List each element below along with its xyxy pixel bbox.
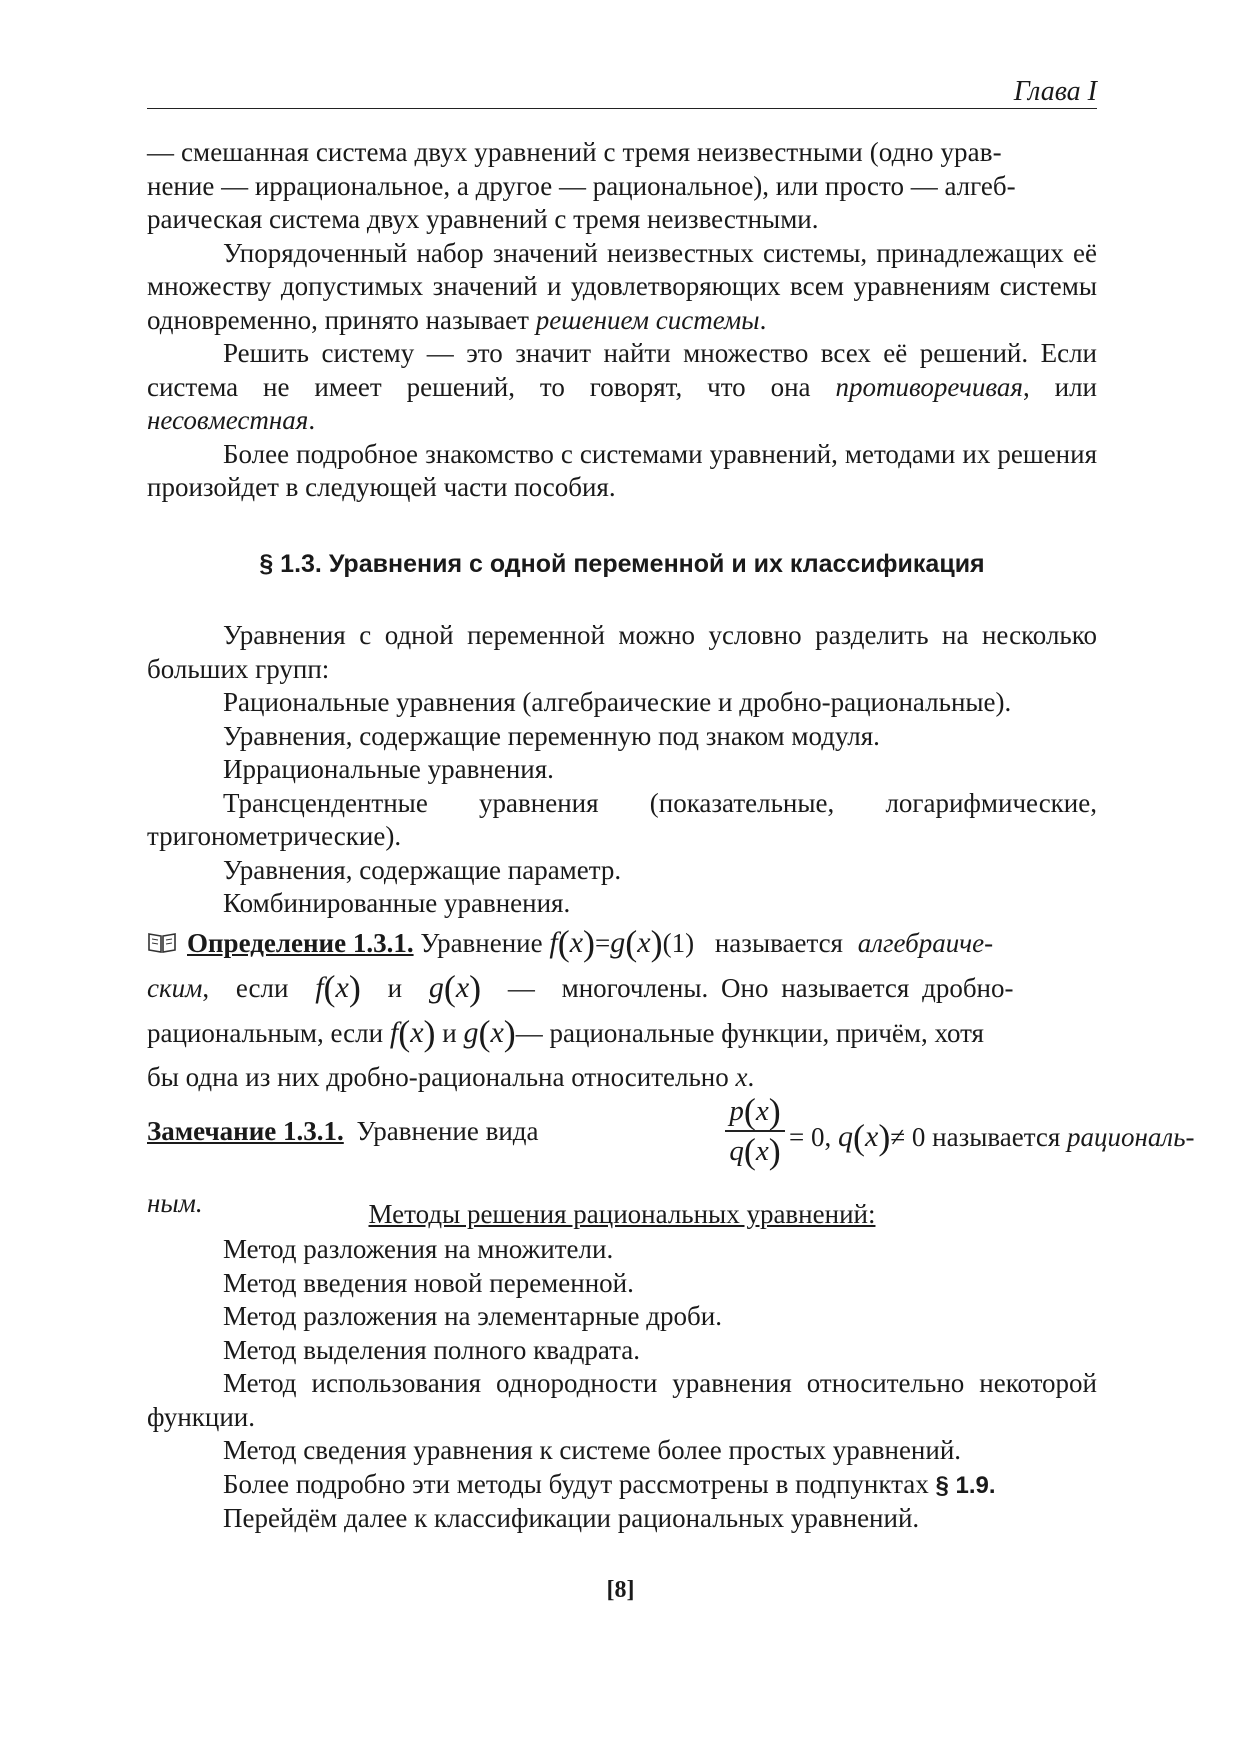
definition-line-1: Определение 1.3.1. Уравнение f(x)=g(x)(1) называется алгебраиче- (147, 920, 1097, 965)
methods-list (147, 1233, 1097, 1536)
contradictory-term: противоречивая (835, 371, 1023, 402)
remark-called: называется (932, 1122, 1061, 1152)
chapter-title: Глава I (1013, 76, 1097, 107)
group-item: Иррациональные уравнения. (223, 754, 554, 784)
definition-label: Определение 1.3.1. (187, 928, 414, 958)
solve-text: Решить систему — это значит найти множество всех её решений. Если система не имеет решений, то говорят, что она (147, 338, 1097, 402)
remark-tail: ным. (147, 1188, 203, 1218)
next-line: Перейдём далее к классификации рациональных уравнений. (223, 1503, 920, 1533)
method-item: Метод введения новой переменной. (223, 1267, 634, 1298)
remark-intro (147, 1116, 539, 1147)
solve-paragraph: Решить систему — это значит найти множество всех её решений. Если система не имеет решений, то говорят, что она противоречивая, или несовместная. (147, 338, 1097, 435)
methods-title: Методы решения рациональных уравнений: (368, 1199, 876, 1229)
if-word: , если (202, 973, 289, 1003)
polynomials-text: многочлены. Оно называется дробно- (561, 973, 1014, 1003)
method-item: Метод использования однородности уравнения относительно некоторой функции. (147, 1368, 1097, 1432)
group-item: Комбинированные уравнения. (223, 888, 571, 918)
equation-x: x (569, 926, 584, 959)
more-paragraph: Более подробное знакомство с системами уравнений, методами их решения произойдет в следующей части пособия. (147, 438, 1097, 502)
intro-block (147, 136, 1097, 505)
function-f: f (315, 971, 324, 1004)
more-methods-text: Более подробно эти методы будут рассмотрены в подпунктах (223, 1468, 929, 1499)
group-item: Уравнения, содержащие параметр. (223, 854, 622, 885)
intro-line-2: нение — иррациональное, а другое — рациональное), или просто — алгеб- (147, 170, 1016, 201)
equation-g: g (610, 926, 626, 959)
rational-if-text: рациональным, если (147, 1018, 384, 1048)
solution-text: Упорядоченный набор значений неизвестных системы, принадлежащих её множеству допустимых значений и удовлетворяющих всем уравнениям системы одновременно, принято называет (147, 237, 1097, 335)
page-number: [8] (606, 1577, 635, 1603)
remark-condition: = 0, q(x)≠ 0 называется рациональ- (789, 1117, 1195, 1157)
method-item: Метод разложения на множители. (223, 1234, 614, 1264)
function-g: g (428, 971, 444, 1004)
method-item: Метод разложения на элементарные дроби. (223, 1301, 722, 1331)
groups-block (147, 619, 1097, 921)
or-word: , или (1022, 371, 1097, 402)
algebraic-term-end: ским (147, 973, 203, 1003)
not-equal-zero: ≠ 0 (890, 1122, 926, 1152)
last-line-text: бы одна из них дробно-рациональна относительно (147, 1062, 729, 1092)
definition-line-3: рациональным, если f(x) и g(x)— рациональные функции, причём, хотя (147, 1013, 984, 1053)
called-word: называется (714, 928, 843, 958)
intro-line-1: — смешанная система двух уравнений с тремя неизвестными (одно урав- (147, 137, 1002, 167)
running-header (147, 74, 1097, 109)
fraction-numerator: p(x) (729, 1091, 781, 1131)
dash: — (507, 973, 535, 1003)
equation-number: (1) (662, 928, 695, 958)
remark-label: Замечание 1.3.1. (147, 1116, 344, 1146)
equation-x: x (637, 926, 651, 959)
rational-functions-text: — рациональные функции, причём, хотя (515, 1018, 984, 1048)
section-title: § 1.3. Уравнения с одной переменной и их классификация (259, 550, 985, 578)
algebraic-term: алгебраиче- (857, 928, 994, 958)
section-reference: § 1.9. (935, 1471, 996, 1499)
equals-zero: = 0, (789, 1122, 832, 1152)
more-methods-line (147, 1468, 1097, 1503)
equation-equals: = (595, 928, 611, 958)
book-icon (147, 923, 177, 968)
definition-line-4: бы одна из них дробно-рациональна относительно x. (147, 1062, 755, 1092)
method-item: Метод сведения уравнения к системе более простых уравнений. (223, 1435, 962, 1465)
group-item: Рациональные уравнения (алгебраические и дробно-рациональные). (223, 687, 1012, 717)
rational-term: рациональ- (1067, 1122, 1195, 1152)
definition-line-2: ским, если f(x) и g(x) — многочлены. Оно называется дробно- (147, 968, 1014, 1008)
definition-block (147, 920, 1097, 1100)
inconsistent-term: несовместная (147, 405, 309, 435)
groups-intro: Уравнения с одной переменной можно условно разделить на несколько больших групп: (147, 620, 1097, 684)
intro-line-3: раическая система двух уравнений с тремя неизвестными. (147, 204, 819, 234)
group-item: Трансцендентные уравнения (показательные, логарифмические, тригонометрические). (147, 787, 1097, 851)
remark-text: Уравнение вида (356, 1116, 539, 1146)
method-item: Метод выделения полного квадрата. (223, 1334, 640, 1365)
fraction-denominator: q(x) (729, 1130, 781, 1171)
group-item: Уравнения, содержащие переменную под знаком модуля. (223, 720, 880, 751)
equation-f: f (549, 926, 558, 959)
solution-paragraph: Упорядоченный набор значений неизвестных системы, принадлежащих её множеству допустимых значений и удовлетворяющих всем уравнениям системы одновременно, принято называет решением системы. (147, 237, 1097, 335)
equation-word: Уравнение (420, 928, 543, 958)
fraction (725, 1092, 785, 1170)
solution-term: решением системы (535, 304, 760, 335)
and-word: и (387, 973, 403, 1003)
